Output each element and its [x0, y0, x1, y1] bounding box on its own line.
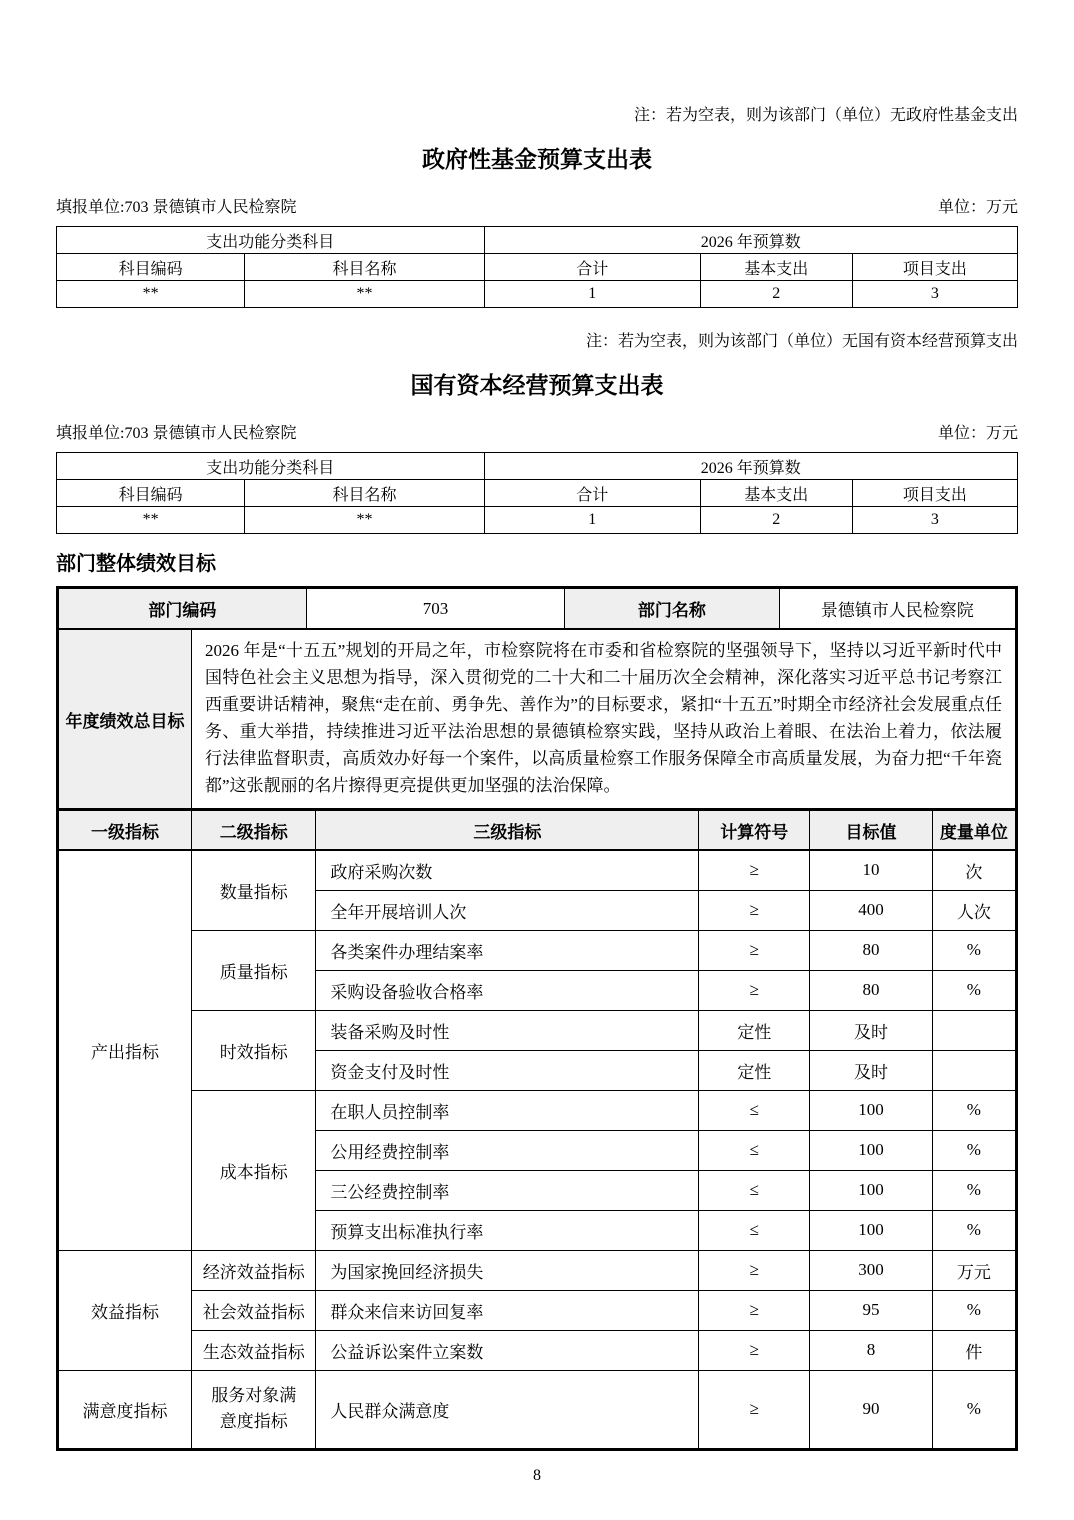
- level2-indicator: 社会效益指标: [192, 1290, 316, 1330]
- target-value: 95: [810, 1290, 932, 1330]
- annual-goal-row: [58, 629, 1016, 809]
- measure-unit: 次: [932, 850, 1015, 890]
- state-capital-note: 注：若为空表，则为该部门（单位）无国有资本经营预算支出: [585, 333, 1018, 350]
- measure-unit: %: [932, 1090, 1015, 1130]
- gov-fund-table-title: 政府性基金预算支出表: [422, 147, 652, 172]
- dept-name-value: 景德镇市人民检察院: [779, 589, 1015, 629]
- gov-fund-meta-line: [56, 198, 1018, 218]
- cell-value: **: [57, 507, 245, 534]
- target-value: 及时: [810, 1050, 932, 1090]
- calc-symbol: ≥: [699, 1250, 810, 1290]
- state-capital-budget-table: [56, 452, 1018, 534]
- cell-value: **: [57, 281, 245, 308]
- group-header-right: 2026 年预算数: [484, 227, 1017, 254]
- table-column-header-row: [57, 254, 1018, 281]
- cell-value: **: [245, 281, 484, 308]
- gov-fund-note: 注：若为空表，则为该部门（单位）无政府性基金支出: [633, 107, 1018, 124]
- col-header: 科目名称: [245, 480, 484, 507]
- target-value: 80: [810, 930, 932, 970]
- measure-unit: %: [932, 1130, 1015, 1170]
- level2-indicator: 时效指标: [192, 1010, 316, 1090]
- measure-unit: 人次: [932, 890, 1015, 930]
- target-value: 8: [810, 1330, 932, 1370]
- dept-info-row: [58, 588, 1016, 629]
- table-column-header-row: [57, 480, 1018, 507]
- indicator-row: [59, 1090, 1016, 1130]
- unit-label: 单位：万元: [937, 199, 1018, 216]
- indicator-row: [59, 1290, 1016, 1330]
- level1-indicator: 效益指标: [59, 1250, 192, 1370]
- level3-indicator: 全年开展培训人次: [316, 890, 699, 930]
- level3-indicator: 采购设备验收合格率: [316, 970, 699, 1010]
- calc-symbol: 定性: [699, 1010, 810, 1050]
- level3-indicator: 在职人员控制率: [316, 1090, 699, 1130]
- target-value: 100: [810, 1210, 932, 1250]
- level2-indicator: 数量指标: [192, 850, 316, 930]
- measure-unit: %: [932, 970, 1015, 1010]
- level3-indicator: 预算支出标准执行率: [316, 1210, 699, 1250]
- measure-unit: 件: [932, 1330, 1015, 1370]
- level2-indicator: 质量指标: [192, 930, 316, 1010]
- cell-value: 1: [484, 281, 700, 308]
- target-value: 400: [810, 890, 932, 930]
- state-capital-meta-line: [56, 424, 1018, 444]
- level1-indicator: 满意度指标: [59, 1370, 192, 1448]
- indicator-row: [59, 930, 1016, 970]
- level1-indicator: 产出指标: [59, 850, 192, 1250]
- page-number: 8: [533, 1466, 541, 1484]
- col-header: 计算符号: [699, 810, 810, 850]
- performance-section-title: 部门整体绩效目标: [56, 553, 216, 575]
- indicators-table: [58, 809, 1016, 1449]
- calc-symbol: ≤: [699, 1210, 810, 1250]
- level3-indicator: 各类案件办理结案率: [316, 930, 699, 970]
- col-header: 一级指标: [59, 810, 192, 850]
- cell-value: 2: [700, 281, 852, 308]
- dept-name-label: 部门名称: [565, 589, 779, 629]
- cell-value: **: [245, 507, 484, 534]
- calc-symbol: ≤: [699, 1170, 810, 1210]
- indicator-row: [59, 850, 1016, 890]
- indicator-row: [59, 1250, 1016, 1290]
- measure-unit: %: [932, 1370, 1015, 1448]
- col-header: 三级指标: [316, 810, 699, 850]
- col-header: 基本支出: [700, 480, 852, 507]
- level3-indicator: 装备采购及时性: [316, 1010, 699, 1050]
- col-header: 科目编码: [57, 480, 245, 507]
- calc-symbol: ≤: [699, 1130, 810, 1170]
- group-header-right: 2026 年预算数: [484, 453, 1017, 480]
- col-header: 合计: [484, 480, 700, 507]
- target-value: 10: [810, 850, 932, 890]
- measure-unit: [932, 1050, 1015, 1090]
- cell-value: 2: [700, 507, 852, 534]
- calc-symbol: ≥: [699, 890, 810, 930]
- cell-value: 3: [852, 507, 1017, 534]
- gov-fund-budget-table: [56, 226, 1018, 308]
- table-data-row: [57, 281, 1018, 308]
- table-group-header-row: [57, 227, 1018, 254]
- target-value: 100: [810, 1090, 932, 1130]
- measure-unit: %: [932, 1210, 1015, 1250]
- target-value: 及时: [810, 1010, 932, 1050]
- measure-unit: %: [932, 1290, 1015, 1330]
- unit-label: 单位：万元: [937, 425, 1018, 442]
- annual-goal-label: 年度绩效总目标: [59, 630, 192, 809]
- calc-symbol: ≥: [699, 970, 810, 1010]
- measure-unit: %: [932, 930, 1015, 970]
- col-header: 合计: [484, 254, 700, 281]
- level3-indicator: 公益诉讼案件立案数: [316, 1330, 699, 1370]
- col-header: 项目支出: [852, 254, 1017, 281]
- level3-indicator: 为国家挽回经济损失: [316, 1250, 699, 1290]
- calc-symbol: 定性: [699, 1050, 810, 1090]
- table-data-row: [57, 507, 1018, 534]
- level2-indicator: 服务对象满意度指标: [192, 1370, 316, 1448]
- table-group-header-row: [57, 453, 1018, 480]
- dept-code-label: 部门编码: [59, 589, 307, 629]
- calc-symbol: ≥: [699, 1370, 810, 1448]
- target-value: 100: [810, 1130, 932, 1170]
- col-header: 目标值: [810, 810, 932, 850]
- col-header: 科目名称: [245, 254, 484, 281]
- indicators-header-row: [59, 810, 1016, 850]
- state-capital-table-title: 国有资本经营预算支出表: [410, 373, 664, 398]
- calc-symbol: ≤: [699, 1090, 810, 1130]
- cell-value: 1: [484, 507, 700, 534]
- indicator-row: [59, 1370, 1016, 1448]
- col-header: 项目支出: [852, 480, 1017, 507]
- indicator-row: [59, 1010, 1016, 1050]
- group-header-left: 支出功能分类科目: [57, 453, 485, 480]
- level2-indicator: 成本指标: [192, 1090, 316, 1250]
- level3-indicator: 公用经费控制率: [316, 1130, 699, 1170]
- target-value: 90: [810, 1370, 932, 1448]
- dept-code-value: 703: [306, 589, 564, 629]
- group-header-left: 支出功能分类科目: [57, 227, 485, 254]
- calc-symbol: ≥: [699, 850, 810, 890]
- calc-symbol: ≥: [699, 1290, 810, 1330]
- target-value: 80: [810, 970, 932, 1010]
- target-value: 300: [810, 1250, 932, 1290]
- col-header: 科目编码: [57, 254, 245, 281]
- cell-value: 3: [852, 281, 1017, 308]
- calc-symbol: ≥: [699, 1330, 810, 1370]
- measure-unit: [932, 1010, 1015, 1050]
- col-header: 基本支出: [700, 254, 852, 281]
- annual-goal-text: 2026 年是“十五五”规划的开局之年，市检察院将在市委和省检察院的坚强领导下，坚持以习近平新时代中国特色社会主义思想为指导，深入贯彻党的二十大和二十届历次全会精神，深化落实习近平总书记考察江西重要讲话精神，聚焦“走在前、勇争先、善作为”的目标要求，紧扣“十五五”时期全市经济社会发展重点任务、重大举措，持续推进习近平法治思想的景德镇检察实践，坚持从政治上着眼、在法治上着力，依法履行法律监督职责，高质效办好每一个案件，以高质量检察工作服务保障全市高质量发展，为奋力把“千年瓷都”这张靓丽的名片擦得更亮提供更加坚强的法治保障。: [192, 630, 1016, 809]
- calc-symbol: ≥: [699, 930, 810, 970]
- performance-table: [56, 586, 1018, 1451]
- col-header: 度量单位: [932, 810, 1015, 850]
- report-unit-label: 填报单位:703 景德镇市人民检察院: [56, 199, 297, 216]
- level3-indicator: 群众来信来访回复率: [316, 1290, 699, 1330]
- level3-indicator: 政府采购次数: [316, 850, 699, 890]
- report-unit-label: 填报单位:703 景德镇市人民检察院: [56, 425, 297, 442]
- level2-indicator: 经济效益指标: [192, 1250, 316, 1290]
- level3-indicator: 三公经费控制率: [316, 1170, 699, 1210]
- measure-unit: 万元: [932, 1250, 1015, 1290]
- indicator-row: [59, 1330, 1016, 1370]
- measure-unit: %: [932, 1170, 1015, 1210]
- target-value: 100: [810, 1170, 932, 1210]
- level2-indicator: 生态效益指标: [192, 1330, 316, 1370]
- level3-indicator: 资金支付及时性: [316, 1050, 699, 1090]
- level3-indicator: 人民群众满意度: [316, 1370, 699, 1448]
- col-header: 二级指标: [192, 810, 316, 850]
